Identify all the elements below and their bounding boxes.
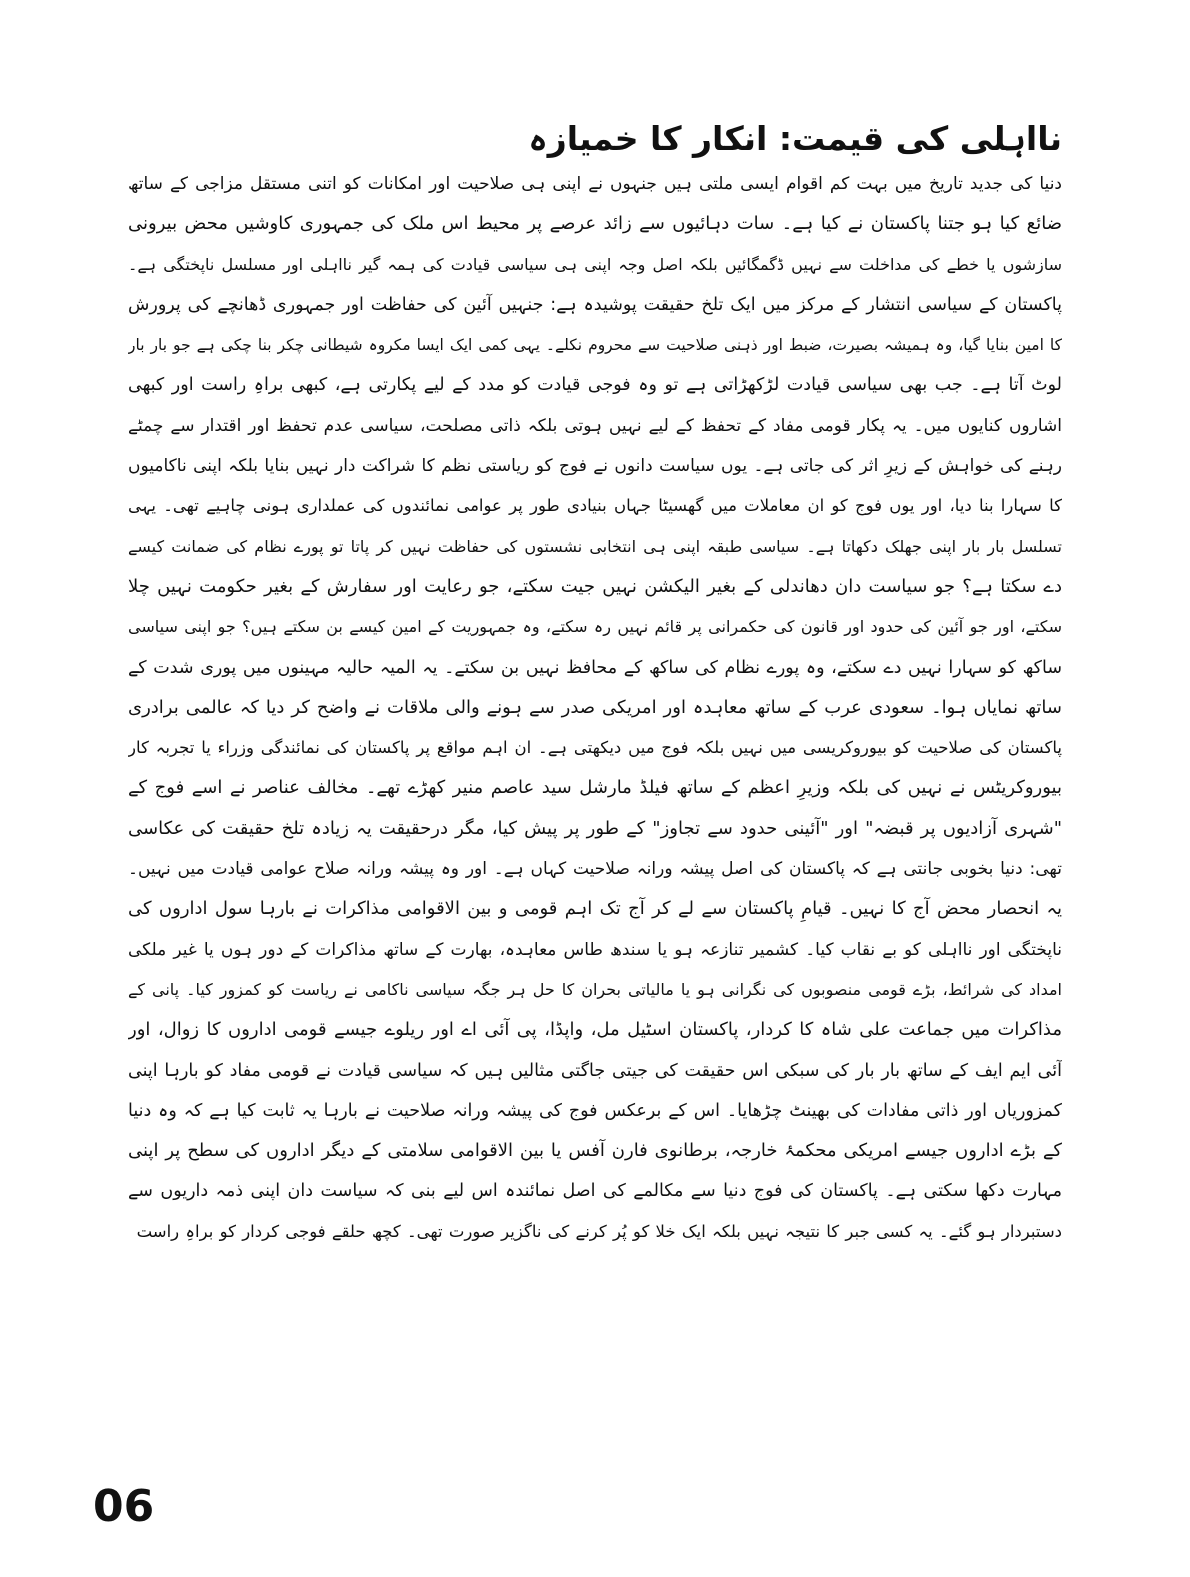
article-body [128,164,1062,1252]
text-line: کمزوریاں اور ذاتی مفادات کی بھینٹ چڑھایا۔ اس کے برعکس فوج کی پیشہ ورانہ صلاحیت نے بارہا یہ ثابت کیا ہے کہ وہ دنیا [128,1100,1062,1121]
text-line: امداد کی شرائط، بڑے قومی منصوبوں کی نگرانی ہو یا مالیاتی بحران کا حل ہر جگہ سیاسی ناکامی نے ریاست کو کمزور کیا۔ پانی کے [128,979,1062,999]
text-line: "شہری آزادیوں پر قبضہ" اور "آئینی حدود سے تجاوز" کے طور پر پیش کیا، مگر درحقیقت یہ زیادہ تلخ حقیقت کی عکاسی [128,817,1062,839]
text-line: پاکستان کے سیاسی انتشار کے مرکز میں ایک تلخ حقیقت پوشیدہ ہے: جنہیں آئین کی حفاظت اور جمہوری ڈھانچے کی پرورش [128,294,1062,315]
text-line: دنیا کی جدید تاریخ میں بہت کم اقوام ایسی ملتی ہیں جنہوں نے اپنی ہی صلاحیت اور امکانات کو اتنی مستقل مزاجی کے ساتھ [128,174,1062,194]
text-line: ضائع کیا ہو جتنا پاکستان نے کیا ہے۔ سات دہائیوں سے زائد عرصے پر محیط اس ملک کی جمہوری کاوشیں محض بیرونی [128,213,1062,235]
text-line: کا امین بنایا گیا، وہ ہمیشہ بصیرت، ضبط اور ذہنی صلاحیت سے محروم نکلے۔ یہی کمی ایک ایسا مکروہ شیطانی چکر بنا چکی ہے جو بار بار [128,336,1062,355]
text-line: ساکھ کو سہارا نہیں دے سکتے، وہ پورے نظام کی ساکھ کے محافظ نہیں بن سکتے۔ یہ المیہ حالیہ مہینوں میں پوری شدت کے [128,657,1062,678]
text-line: تھی: دنیا بخوبی جانتی ہے کہ پاکستان کی اصل پیشہ ورانہ صلاحیت کہاں ہے۔ اور وہ پیشہ ورانہ صلاح عوامی قیادت میں نہیں۔ [128,859,1062,880]
text-line: پاکستان کی صلاحیت کو بیوروکریسی میں نہیں بلکہ فوج میں دیکھتی ہے۔ ان اہم مواقع پر پاکستان کی نمائندگی وزراء یا تجربہ کار [128,738,1062,758]
text-line: ساتھ نمایاں ہوا۔ سعودی عرب کے ساتھ معاہدہ اور امریکی صدر سے ہونے والی ملاقات نے واضح کر دیا کہ عالمی برادری [128,696,1062,718]
text-line: دستبردار ہو گئے۔ یہ کسی جبر کا نتیجہ نہیں بلکہ ایک خلا کو پُر کرنے کی ناگزیر صورت تھی۔ کچھ حلقے فوجی کردار کو براہِ راست [136,1221,1062,1241]
text-line: یہ انحصار محض آج کا نہیں۔ قیامِ پاکستان سے لے کر آج تک اہم قومی و بین الاقوامی مذاکرات نے بارہا سول اداروں کی [128,898,1062,920]
text-line: سازشوں یا خطے کی مداخلت سے نہیں ڈگمگائیں بلکہ اصل وجہ اپنی ہی سیاسی قیادت کی ہمہ گیر نااہلی اور مسلسل ناپختگی ہے۔ [128,254,1062,274]
text-line: تسلسل بار بار اپنی جھلک دکھاتا ہے۔ سیاسی طبقہ اپنی ہی انتخابی نشستوں کی حفاظت نہیں کر پاتا تو پورے نظام کی ضمانت کیسے [128,536,1062,556]
text-line: ناپختگی اور نااہلی کو بے نقاب کیا۔ کشمیر تنازعہ ہو یا سندھ طاس معاہدہ، بھارت کے ساتھ مذاکرات کے دور ہوں یا غیر ملکی [128,939,1062,960]
text-line: رہنے کی خواہش کے زیرِ اثر کی جاتی ہے۔ یوں سیاست دانوں نے فوج کو ریاستی نظم کا شراکت دار نہیں بنایا بلکہ اپنی ناکامیوں [128,456,1062,477]
text-line: کے بڑے اداروں جیسے امریکی محکمۂ خارجہ، برطانوی فارن آفس یا بین الاقوامی سلامتی کے دیگر اداروں کی سطح پر اپنی [128,1140,1062,1162]
text-line: بیوروکریٹس نے نہیں کی بلکہ وزیرِ اعظم کے ساتھ فیلڈ مارشل سید عاصم منیر کھڑے تھے۔ مخالف عناصر نے اسے فوج کے [128,777,1062,799]
text-line: مہارت دکھا سکتی ہے۔ پاکستان کی فوج دنیا سے مکالمے کی اصل نمائندہ اس لیے بنی کہ سیاست دان اپنی ذمہ داریوں سے [128,1181,1062,1202]
article-title: نااہلی کی قیمت: انکار کا خمیازہ [528,119,1062,158]
text-line: اشاروں کنایوں میں۔ یہ پکار قومی مفاد کے تحفظ کے لیے نہیں ہوتی بلکہ ذاتی مصلحت، سیاسی عدم تحفظ اور اقتدار سے چمٹے [128,415,1062,436]
page-number: 06 [93,1481,155,1532]
text-line: کا سہارا بنا دیا، اور یوں فوج کو ان معاملات میں گھسیٹا جہاں بنیادی طور پر عوامی نمائندوں کی عملداری ہونی چاہیے تھی۔ یہی [128,496,1062,516]
text-line: سکتے، اور جو آئین کی حدود اور قانون کی حکمرانی پر قائم نہیں رہ سکتے، وہ جمہوریت کے امین کیسے بن سکتے ہیں؟ جو اپنی سیاسی [128,617,1062,637]
text-line: آئی ایم ایف کے ساتھ بار بار کی سبکی اس حقیقت کی جیتی جاگتی مثالیں ہیں کہ سیاسی قیادت نے قومی مفاد کو بارہا اپنی [128,1060,1062,1081]
text-line: دے سکتا ہے؟ جو سیاست دان دھاندلی کے بغیر الیکشن نہیں جیت سکتے، جو رعایت اور سفارش کے بغیر حکومت نہیں چلا [128,575,1062,597]
text-line: مذاکرات میں جماعت علی شاہ کا کردار، پاکستان اسٹیل مل، واپڈا، پی آئی اے اور ریلوے جیسے قومی اداروں کا زوال، اور [128,1019,1062,1041]
text-line: لوٹ آتا ہے۔ جب بھی سیاسی قیادت لڑکھڑاتی ہے تو وہ فوجی قیادت کو مدد کے لیے پکارتی ہے، کبھی براہِ راست اور کبھی [128,375,1062,396]
